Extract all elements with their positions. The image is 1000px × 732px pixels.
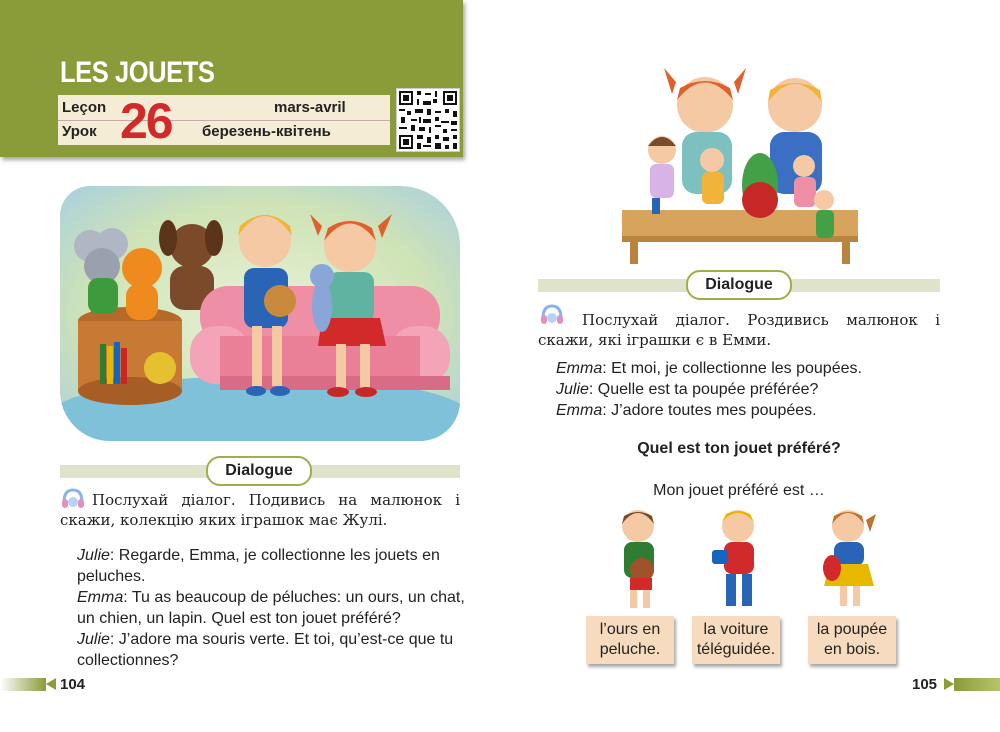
dialogue-label-right: Dialogue	[686, 270, 792, 300]
dialogue-text-right	[556, 358, 940, 421]
illustration-girls-with-plush-toys	[60, 186, 460, 441]
card-line: la voiture	[703, 621, 769, 638]
dialogue-line	[556, 400, 940, 421]
speaker-name: Julie	[77, 547, 110, 564]
line-text: : Regarde, Emma, je collectionne les jouets en peluches.	[77, 547, 440, 585]
girl-with-teddy-bear-picture	[602, 504, 677, 614]
card-line: l’ours en	[599, 621, 661, 638]
instruction-left: Послухай діалог. Подивись на малюнок і скажи, колекцію яких іграшок має Жулі.	[60, 491, 460, 529]
footer-strip-right	[954, 678, 1000, 691]
speaker-name: Julie	[556, 381, 589, 398]
lesson-number: 26	[120, 93, 172, 149]
arrow-left-icon[interactable]	[46, 678, 56, 690]
dialogue-line	[77, 629, 467, 671]
qr-code-icon[interactable]	[396, 88, 460, 152]
girl-with-wooden-doll-picture	[812, 504, 887, 614]
line-text: : Tu as beaucoup de péluches: un ours, un chat, un chien, un lapin. Quel est ton jouet préféré?	[77, 589, 465, 627]
lesson-divider	[58, 120, 390, 121]
card-line: peluche.	[599, 641, 661, 658]
speaker-name: Julie	[77, 631, 110, 648]
month-ua: березень-квітень	[202, 123, 331, 140]
question-heading: Quel est ton jouet préféré?	[637, 440, 841, 457]
card-line: téléguidée.	[696, 641, 776, 658]
dialogue-line	[77, 545, 467, 587]
dialogue-text-left	[77, 545, 467, 671]
page-number-right: 105	[912, 676, 938, 693]
speaker-name: Emma	[556, 402, 603, 419]
answer-card-doll[interactable]	[808, 616, 896, 664]
dialogue-line	[77, 587, 467, 629]
arrow-right-icon[interactable]	[944, 678, 954, 690]
page-title: LES JOUETS	[60, 56, 215, 89]
card-line: en bois.	[823, 641, 881, 658]
footer-strip-left	[0, 678, 46, 691]
instruction-right: Послухай діалог. Роздивись малюнок і скажи, які іграшки є в Емми.	[538, 311, 940, 349]
line-text: : J’adore ma souris verte. Et toi, qu’est-ce que tu collectionnes?	[77, 631, 454, 669]
card-line: la poupée	[816, 621, 888, 638]
line-text: : Quelle est ta poupée préférée?	[588, 381, 819, 398]
boy-with-remote-car-picture	[702, 504, 777, 614]
speaker-name: Emma	[556, 360, 603, 377]
dialogue-line	[556, 379, 940, 400]
line-text: : Et moi, je collectionne les poupées.	[602, 360, 862, 377]
speaker-name: Emma	[77, 589, 124, 606]
prompt-text: Mon jouet préféré est …	[653, 482, 825, 499]
lecon-label: Leçon	[62, 99, 107, 116]
urok-label: Урок	[62, 123, 97, 140]
illustration-girls-with-dolls	[620, 60, 860, 265]
dialogue-label-left: Dialogue	[206, 456, 312, 486]
month-fr: mars-avril	[274, 99, 346, 116]
answer-card-car[interactable]	[692, 616, 780, 664]
page-number-left: 104	[60, 676, 86, 693]
line-text: : J’adore toutes mes poupées.	[602, 402, 817, 419]
answer-card-teddy[interactable]	[586, 616, 674, 664]
dialogue-line	[556, 358, 940, 379]
